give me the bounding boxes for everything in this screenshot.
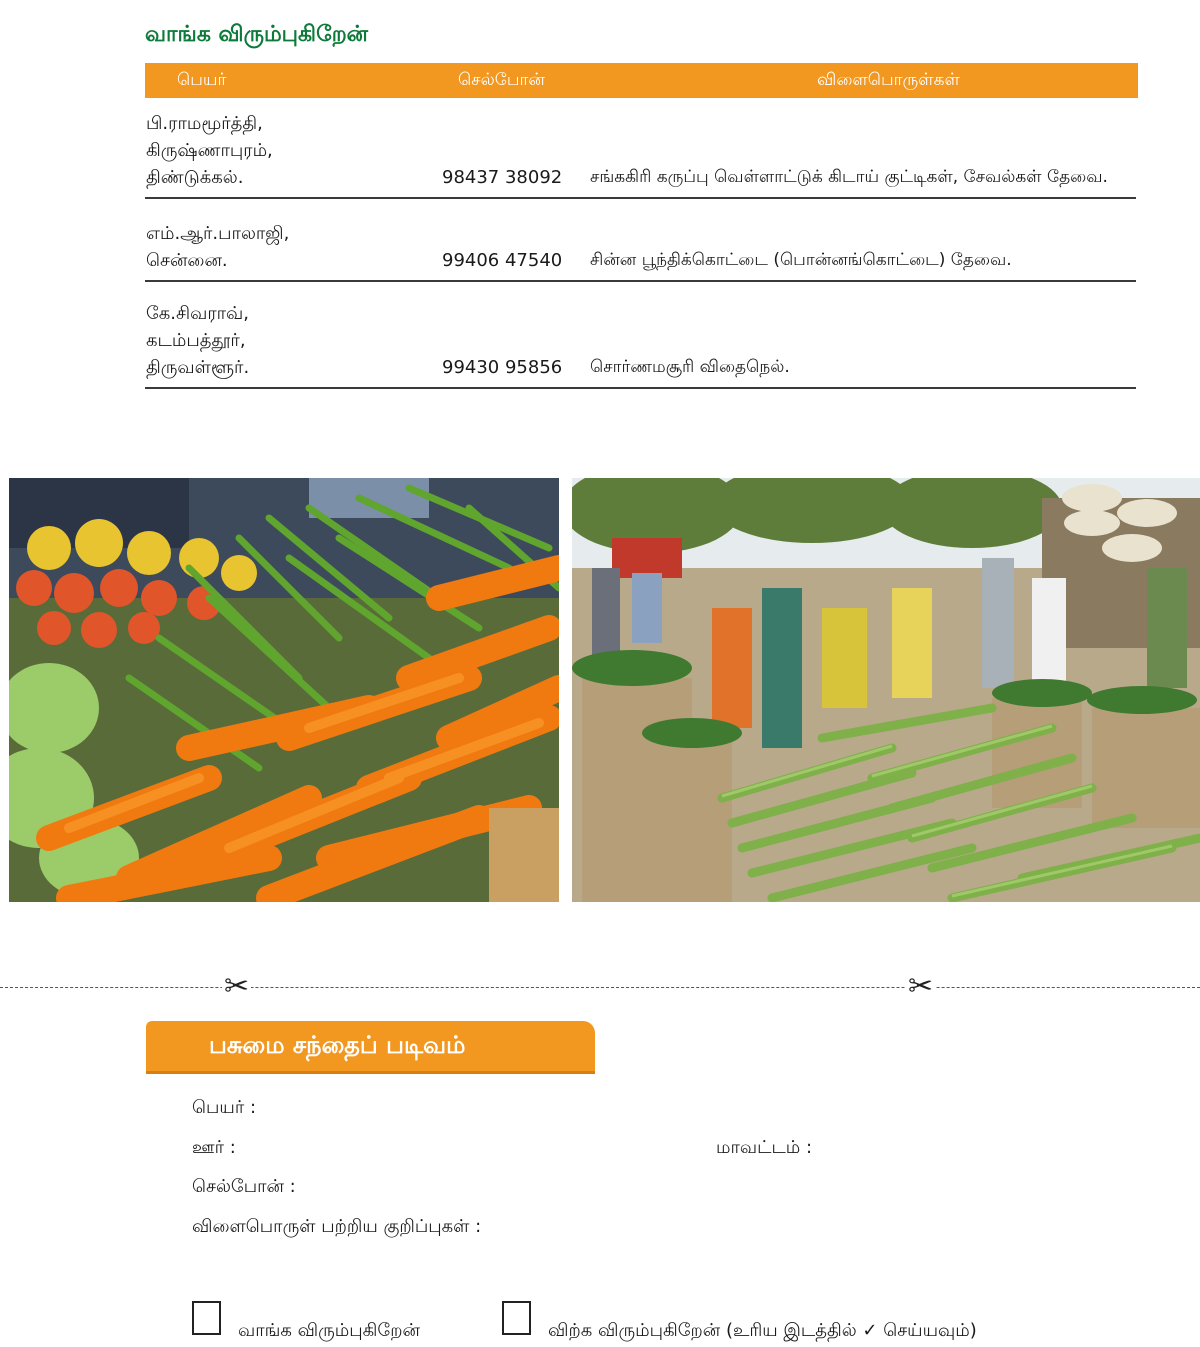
district-field-label: மாவட்டம் : [716, 1137, 813, 1158]
row-phone: 99430 95856 [442, 357, 563, 378]
section-title: வாங்க விரும்புகிறேன் [145, 22, 368, 47]
header-name: பெயர் [177, 70, 227, 90]
notes-field-label: விளைபொருள் பற்றிய குறிப்புகள் : [192, 1216, 482, 1237]
scissors-icon: ✂ [908, 969, 934, 1004]
header-phone: செல்போன் [458, 70, 545, 90]
row-product: சங்ககிரி கருப்பு வெள்ளாட்டுக் கிடாய் குட்டிகள், சேவல்கள் தேவை. [590, 167, 1108, 187]
scissors-icon: ✂ [224, 969, 250, 1004]
village-field-label: ஊர் : [192, 1137, 236, 1158]
cut-line [0, 987, 1200, 988]
table-header [145, 63, 1138, 98]
row-product: சொர்ணமசூரி விதைநெல். [590, 357, 790, 377]
name-field-label: பெயர் : [192, 1097, 257, 1118]
buy-option-label: வாங்க விரும்புகிறேன் [238, 1320, 420, 1341]
sell-checkbox[interactable] [502, 1301, 531, 1335]
row-phone: 99406 47540 [442, 250, 563, 271]
row-name: பி.ராமமூர்த்தி, கிருஷ்ணாபுரம், திண்டுக்கல். [146, 113, 273, 188]
sell-option-label: விற்க விரும்புகிறேன் (உரிய இடத்தில் ✓ செய்யவும்) [548, 1320, 977, 1341]
table-row [145, 296, 1136, 389]
form-title-banner [146, 1021, 595, 1071]
form-title: பசுமை சந்தைப் படிவம் [209, 1031, 466, 1059]
table-row [145, 214, 1136, 282]
row-name: எம்.ஆர்.பாலாஜி, சென்னை. [146, 223, 290, 271]
row-name: கே.சிவராவ், கடம்பத்தூர், திருவள்ளூர். [146, 303, 250, 378]
row-phone: 98437 38092 [442, 167, 563, 188]
table-row [145, 108, 1136, 199]
vegetable-stall-photo [9, 478, 559, 902]
phone-field-label: செல்போன் : [192, 1176, 296, 1197]
buy-checkbox[interactable] [192, 1301, 221, 1335]
drumstick-market-photo [572, 478, 1200, 902]
header-product: விளைபொருள்கள் [817, 70, 960, 90]
row-product: சின்ன பூந்திக்கொட்டை (பொன்னங்கொட்டை) தேவை. [590, 250, 1012, 270]
